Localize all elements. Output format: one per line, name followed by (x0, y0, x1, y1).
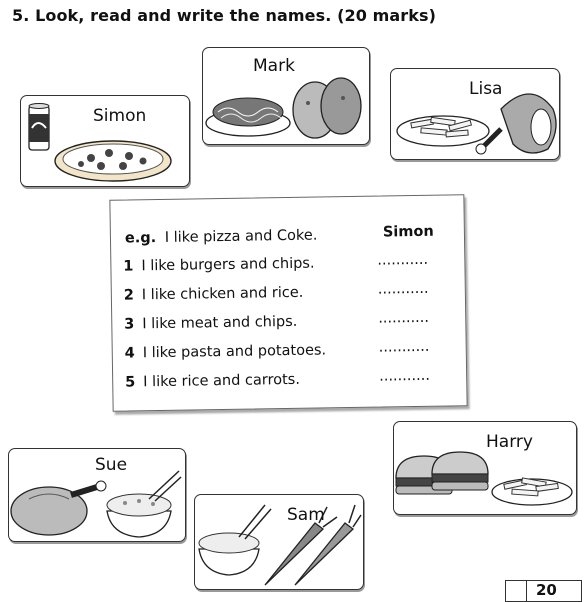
sam-card (194, 494, 364, 590)
burgers-chips-illustration (394, 422, 576, 514)
page-number: 20 (536, 581, 557, 599)
example-answer: Simon (382, 223, 434, 241)
answer-blank[interactable]: ........... (378, 338, 430, 356)
item-row (112, 285, 304, 304)
exercise-heading: 5. Look, read and write the names. (20 marks) (12, 6, 437, 25)
item-number: 4 (124, 345, 135, 362)
harry-name: Harry (486, 432, 533, 452)
example-row (125, 228, 318, 247)
harry-card (393, 421, 577, 515)
exercise-sheet (109, 194, 467, 412)
lisa-card (390, 68, 560, 160)
example-text: I like pizza and Coke. (164, 227, 318, 246)
pizza-icon (55, 141, 171, 181)
item-row (111, 256, 314, 275)
rice-bowl-icon (199, 505, 271, 575)
sue-card (8, 448, 186, 542)
item-number: 3 (124, 316, 135, 333)
page-number-box (505, 580, 582, 602)
item-text: I like chicken and rice. (141, 284, 304, 304)
item-text: I like meat and chips. (142, 313, 298, 333)
item-number: 2 (123, 287, 134, 304)
chips-plate-icon (397, 116, 489, 146)
item-row (113, 342, 327, 361)
rice-carrots-illustration (195, 495, 363, 589)
pasta-plate-icon (206, 98, 290, 136)
sam-name: Sam (287, 505, 325, 525)
simon-card (20, 95, 190, 187)
coke-can-icon (29, 104, 49, 151)
item-row (113, 372, 300, 391)
item-number: 1 (123, 258, 134, 275)
answer-blank[interactable]: ........... (377, 251, 429, 269)
answer-blank[interactable]: ........... (378, 309, 430, 327)
simon-name: Simon (93, 106, 147, 126)
mark-card (202, 47, 370, 145)
answer-blank[interactable]: ........... (379, 367, 430, 385)
answer-blank[interactable]: ........... (377, 280, 429, 298)
item-row (112, 314, 297, 333)
rice-bowl-icon (107, 471, 181, 537)
item-number: 5 (125, 374, 136, 391)
chips-plate-icon (492, 478, 572, 505)
example-label: e.g. (124, 230, 157, 247)
mark-name: Mark (253, 56, 295, 76)
ham-leg-icon (476, 94, 556, 154)
lisa-name: Lisa (469, 79, 503, 99)
item-text: I like rice and carrots. (143, 371, 301, 391)
burgers-icon (396, 452, 488, 494)
potatoes-icon (293, 78, 361, 138)
roast-chicken-icon (11, 481, 106, 535)
item-text: I like pasta and potatoes. (142, 342, 327, 362)
sue-name: Sue (95, 455, 128, 475)
item-text: I like burgers and chips. (141, 255, 315, 275)
